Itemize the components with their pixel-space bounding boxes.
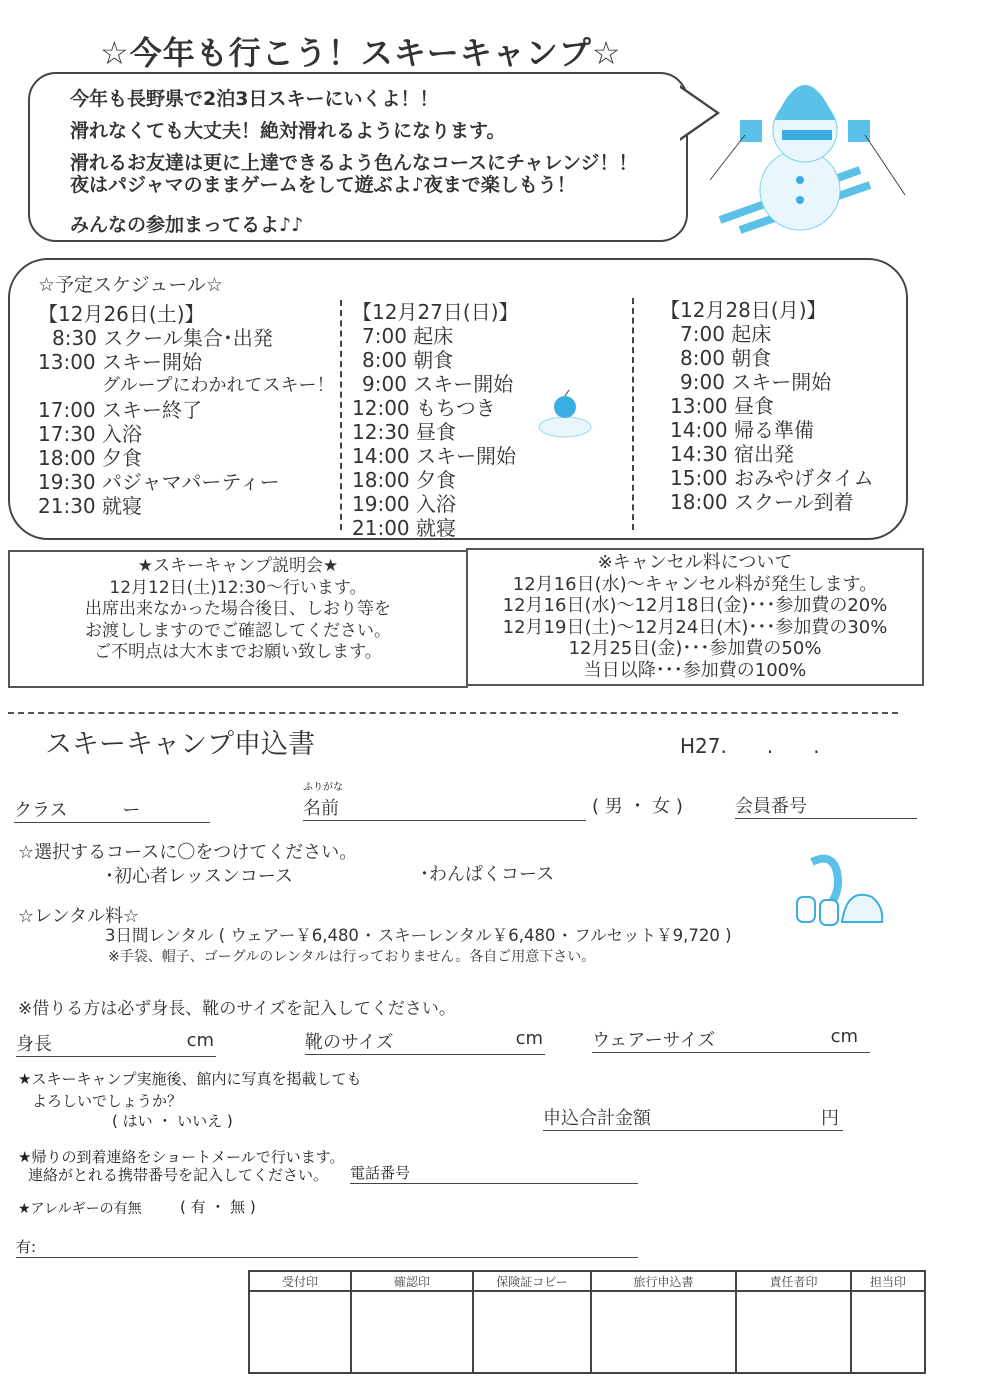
stamp-header: 保険証コピー — [473, 1271, 591, 1291]
member-number-field[interactable]: 会員番号 — [735, 792, 917, 819]
cut-line — [8, 712, 898, 714]
height-field[interactable]: 身長 cm — [16, 1030, 214, 1055]
page-title: ☆今年も行こう！スキーキャンプ☆ — [100, 34, 622, 72]
photo-choice[interactable]: ( はい ・ いいえ ) — [112, 1112, 233, 1130]
gender-choice[interactable]: ( 男 ・ 女 ) — [592, 796, 683, 817]
intro-line: 今年も長野県で2泊3日スキーにいくよ！！ — [70, 88, 439, 110]
snowman-skier-icon — [700, 50, 920, 240]
class-field[interactable]: クラス ー — [14, 796, 210, 823]
intro-line: 滑れるお友達は更に上達できるよう色んなコースにチャレンジ！！ — [70, 152, 638, 174]
total-amount-field[interactable]: 申込合計金額 円 — [543, 1104, 843, 1131]
rental-heading: ☆レンタル料☆ — [18, 906, 140, 927]
course-question: ☆選択するコースに〇をつけてください。 — [18, 842, 358, 863]
phone-field[interactable]: 電話番号 — [350, 1162, 638, 1184]
allergy-label: ★アレルギーの有無 — [18, 1201, 142, 1217]
mochi-icon — [535, 385, 595, 440]
stamp-cell — [736, 1291, 851, 1373]
photo-question-2: よろしいでしょうか？ — [32, 1092, 183, 1110]
shoe-size-field[interactable]: 靴のサイズ cm — [305, 1028, 543, 1053]
divider — [340, 300, 342, 530]
stamp-header: 責任者印 — [736, 1271, 851, 1291]
stamp-cell — [351, 1291, 473, 1373]
name-field[interactable]: 名前 — [303, 794, 586, 821]
stamp-header: 旅行申込書 — [591, 1271, 736, 1291]
allergy-detail-field[interactable]: 有: — [16, 1236, 638, 1258]
contact-note: ★帰りの到着連絡をショートメールで行います。 — [18, 1148, 345, 1166]
intro-line: みんなの参加まってるよ♪♪ — [70, 214, 304, 236]
rental-note: ※手袋、帽子、ゴーグルのレンタルは行っておりません。各自ご用意下さい。 — [108, 949, 596, 965]
form-title: スキーキャンプ申込書 — [45, 729, 315, 760]
furigana-label: ふりがな — [303, 782, 343, 793]
form-date: H27. . . — [680, 734, 820, 758]
stamp-cell — [249, 1291, 351, 1373]
schedule-heading: ☆予定スケジュール☆ — [38, 274, 223, 296]
schedule-day-1: 【12月26日(土)】 8:30 スクール集合･出発 13:00 スキー開始 グループにわかれてスキー！ 17:00 スキー終了 17:30 入浴 18:00 夕食 19:30 パジャマパーティー 21:30 就寝 — [38, 302, 335, 518]
cancel-fee-box: ※キャンセル料について 12月16日(水)～キャンセル料が発生します。 12月16日(水)～12月18日(金)･･･参加費の20% 12月19日(土)～12月24日(木)･･･参加費の30% 12月25日(金)･･･参加費の50% 当日以降･･･参加費の100% — [466, 548, 924, 686]
photo-question: ★スキーキャンプ実施後、館内に写真を掲載しても — [18, 1070, 362, 1088]
rental-prices: 3日間レンタル ( ウェアー￥6,480 ･ スキーレンタル￥6,480 ･ フルセット￥9,720 ) — [105, 926, 732, 945]
schedule-day-3: 【12月28日(月)】 7:00 起床 8:00 朝食 9:00 スキー開始 13:00 昼食 14:00 帰る準備 14:30 宿出発 15:00 おみやげタイム 18:00 スクール到着 — [660, 298, 874, 514]
course-beginner[interactable]: ･初心者レッスンコース — [105, 866, 293, 887]
stamp-header: 確認印 — [351, 1271, 473, 1291]
allergy-choice[interactable]: ( 有 ・ 無 ) — [180, 1198, 256, 1216]
ski-gear-icon — [792, 852, 887, 932]
divider — [632, 298, 634, 530]
course-wanpaku[interactable]: ･わんぱくコース — [420, 864, 555, 885]
stamp-cell — [473, 1291, 591, 1373]
stamp-cell — [591, 1291, 736, 1373]
schedule-day-2: 【12月27日(日)】 7:00 起床 8:00 朝食 9:00 スキー開始 12:00 もちつき 12:30 昼食 14:00 スキー開始 18:00 夕食 19:00 入浴 21:00 就寝 — [352, 300, 519, 540]
intro-line: 滑れなくても大丈夫！絶対滑れるようになります。 — [70, 120, 506, 142]
briefing-box: ★スキーキャンプ説明会★ 12月12日(土)12:30～行います。 出席出来なかった場合後日、しおり等を お渡ししますのでご確認してください。 ご不明点は大木までお願い致します。 — [8, 550, 468, 688]
office-stamp-table — [248, 1270, 926, 1374]
contact-note-2: 連絡がとれる携帯番号を記入してください。 — [28, 1166, 329, 1184]
size-note: ※借りる方は必ず身長、靴のサイズを記入してください。 — [18, 999, 456, 1019]
stamp-header: 受付印 — [249, 1271, 351, 1291]
stamp-header: 担当印 — [851, 1271, 925, 1291]
stamp-cell — [851, 1291, 925, 1373]
wear-size-field[interactable]: ウェアーサイズ cm — [592, 1026, 870, 1053]
intro-line: 夜はパジャマのままゲームをして遊ぶよ♪夜まで楽しもう！ — [70, 174, 576, 196]
